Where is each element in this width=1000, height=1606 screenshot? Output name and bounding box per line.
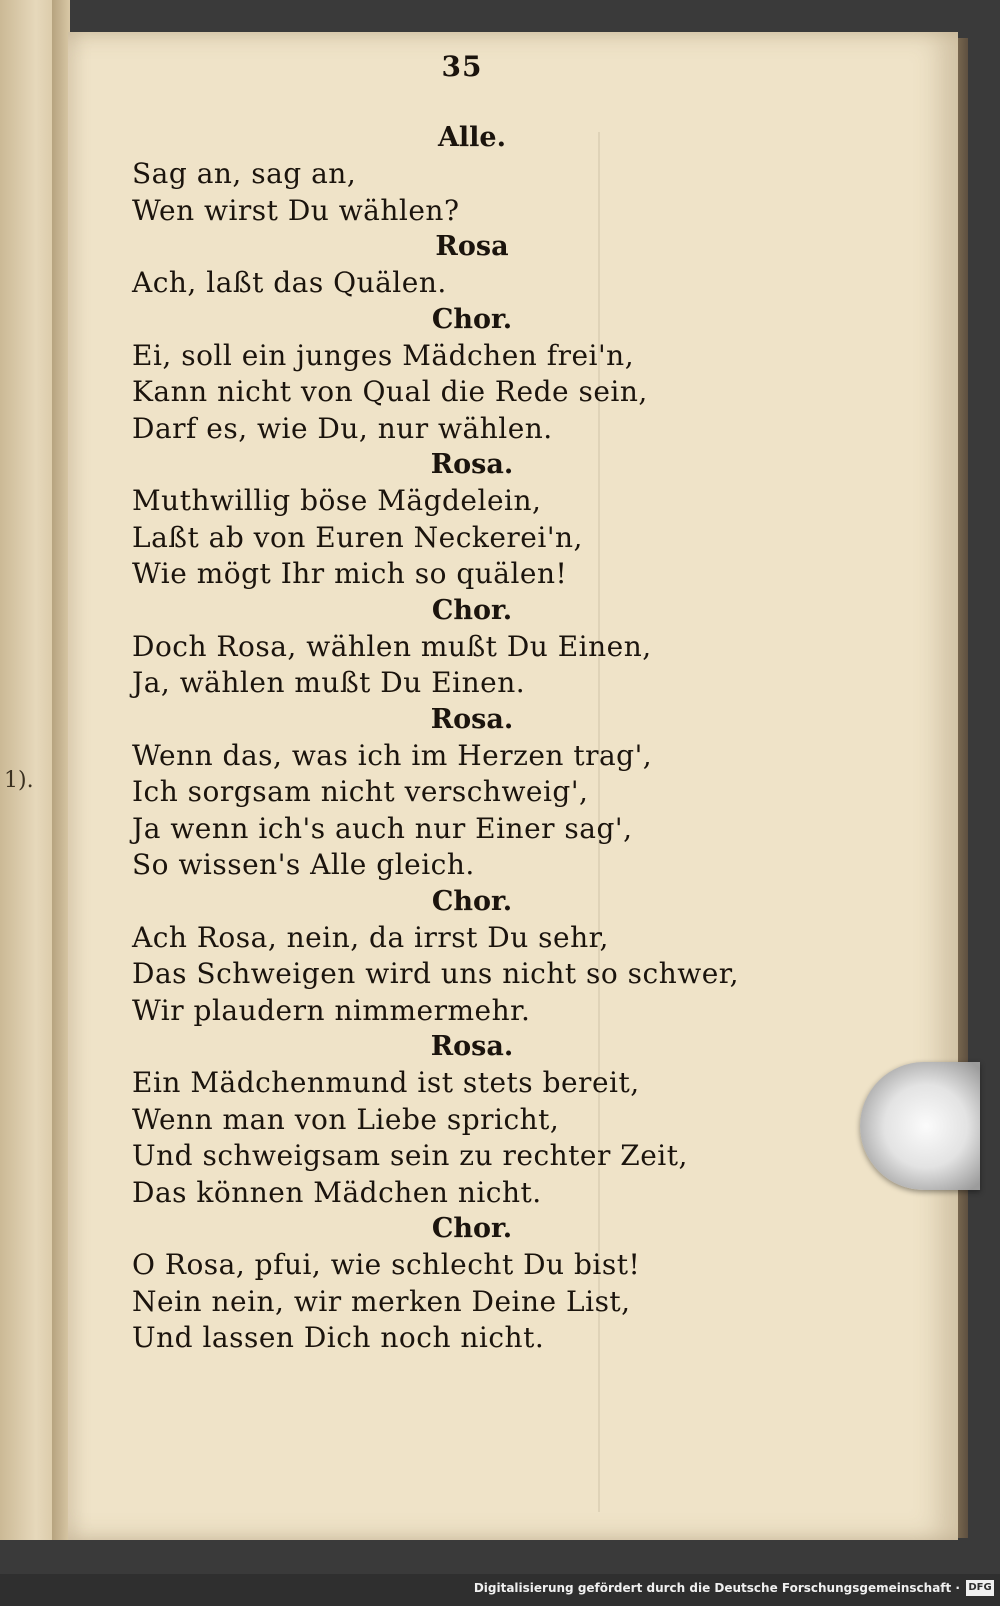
verse-line: Laßt ab von Euren Neckerei'n, <box>132 520 583 554</box>
funding-credit: Digitalisierung gefördert durch die Deutsche Forschungsgemeinschaft · <box>473 1581 960 1595</box>
verse-line: Doch Rosa, wählen mußt Du Einen, <box>132 629 652 663</box>
verse-line: Ach Rosa, nein, da irrst Du sehr, <box>132 920 609 954</box>
previous-page-edge <box>0 0 60 1540</box>
verse-line: O Rosa, pfui, wie schlecht Du bist! <box>132 1248 641 1281</box>
verse-line: Das können Mädchen nicht. <box>132 1175 542 1209</box>
verse-line: Und lassen Dich noch nicht. <box>132 1321 545 1354</box>
speaker-heading: Rosa. <box>430 703 514 735</box>
verse-line: Wir plaudern nimmermehr. <box>132 993 531 1027</box>
verse-line: Darf es, wie Du, nur wählen. <box>132 411 553 445</box>
verse-line: Wenn man von Liebe spricht, <box>132 1102 560 1136</box>
verse-line: Nein nein, wir merken Deine List, <box>132 1284 631 1318</box>
verse-line: Ein Mädchenmund ist stets bereit, <box>132 1066 640 1099</box>
stanza-list <box>132 120 772 1357</box>
verse-line: Ja wenn ich's auch nur Einer sag', <box>132 811 633 845</box>
speaker-heading: Rosa <box>435 231 509 262</box>
page-number: 35 <box>441 50 483 83</box>
verse-line: Sag an, sag an, <box>132 157 357 190</box>
speaker-heading: Chor. <box>431 885 513 917</box>
verse-line: Und schweigsam sein zu rechter Zeit, <box>132 1139 688 1172</box>
verse-line: So wissen's Alle gleich. <box>132 848 475 881</box>
speaker-heading: Chor. <box>431 594 513 626</box>
speaker-heading: Rosa. <box>430 1031 514 1062</box>
verse-line: Wenn das, was ich im Herzen trag', <box>132 738 653 772</box>
verse-line: Wen wirst Du wählen? <box>132 193 460 227</box>
verse-line: Muthwillig böse Mägdelein, <box>132 484 542 517</box>
verse-line: Wie mögt Ihr mich so quälen! <box>132 557 568 590</box>
dfg-logo: DFG <box>966 1580 994 1596</box>
verse-line: Ach, laßt das Quälen. <box>132 266 447 299</box>
speaker-heading: Chor. <box>431 1213 513 1244</box>
verse-line: Ich sorgsam nicht verschweig', <box>132 775 589 808</box>
verse-line: Ja, wählen mußt Du Einen. <box>132 666 526 699</box>
verse-line: Kann nicht von Qual die Rede sein, <box>132 375 648 408</box>
speaker-heading: Alle. <box>437 122 507 153</box>
verse-line: Das Schweigen wird uns nicht so schwer, <box>132 957 740 990</box>
verse-line: Ei, soll ein junges Mädchen frei'n, <box>132 338 635 372</box>
page-clip <box>860 1062 980 1190</box>
speaker-heading: Rosa. <box>430 449 514 480</box>
footer-bar <box>0 1574 1000 1606</box>
speaker-heading: Chor. <box>431 303 513 335</box>
margin-fragment: 1). <box>4 768 34 793</box>
